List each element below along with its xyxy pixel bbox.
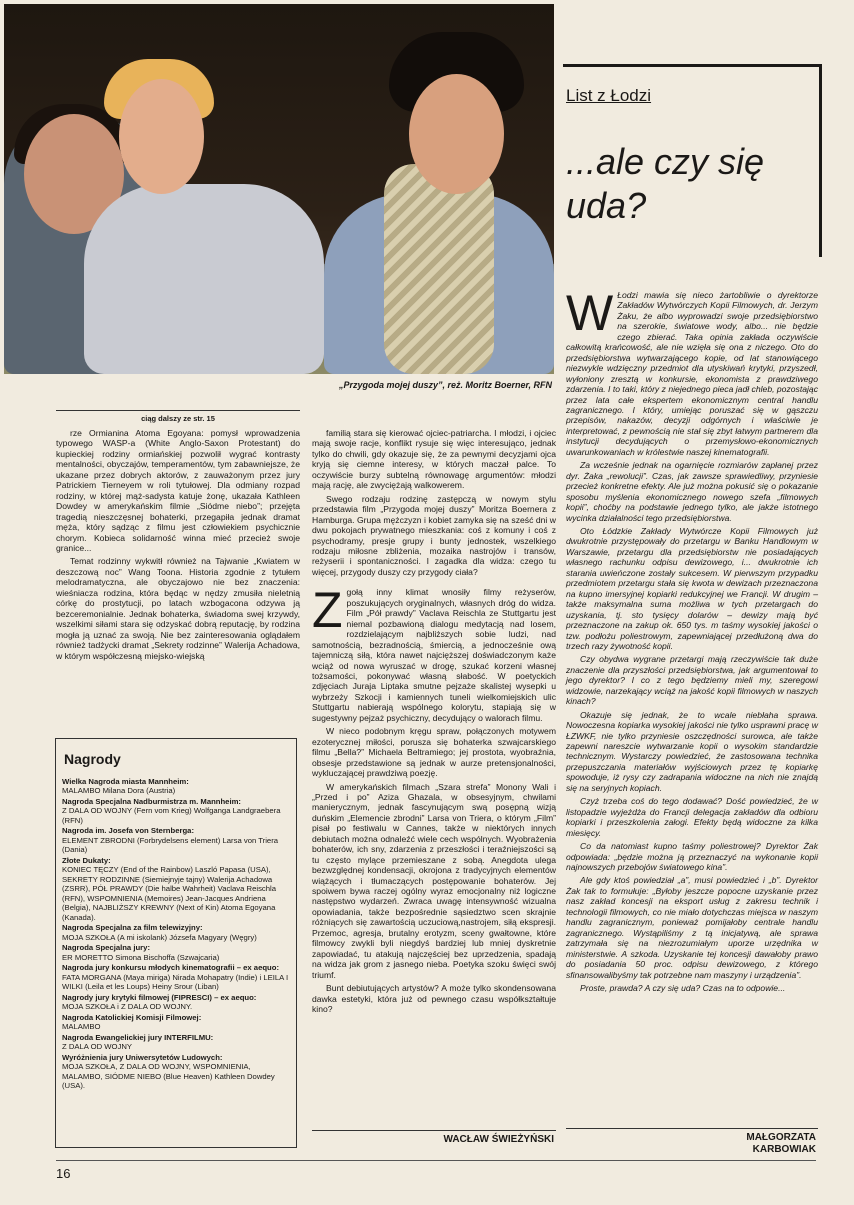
photo-person-right-face (409, 74, 504, 194)
paragraph: Oto Łódzkie Zakłady Wytwórcze Kopii Filmowych już dwukrotnie przystępowały do przetargu w Banku Handlowym w Warszawie, przetargu dla przedsiębiorstw nie posiadających własnego rachunku odpisu dewizowego, i... dwukrotnie ich starania uwieńczone zostały sukcesem. W pierwszym przypadku przedmiotem przetargu stała się kwota w dewizach przeznaczona na kupno imersyjnej kopiarki redukcyjnej we Francji. W drugim – także maksymalna suma możliwa w tych przetargach do uzyskania, tj. sto tysięcy dolarów – dewizy mają być przeznaczone na zakup ok. 650 tys. m taśmy wysokiej jakości o tzw. podłożu poliestrowym, zapewniającej przedłużoną dwa do trzech razy żywotność kopii. (566, 525, 818, 651)
award-text: Z DALA OD WOJNY (62, 1042, 133, 1051)
award-name: Nagroda im. Josefa von Sternberga: (62, 826, 195, 835)
article-column-3 (566, 285, 818, 996)
headline: ...ale czy się uda? (566, 141, 765, 226)
paragraph: rze Ormianina Atoma Egoyana: pomysł wprowadzenia typowego WASP-a (White Anglo-Saxon Protestant) do kupieckiej rodziny ormiańskiej pozwolił wygrać kontrasty mentalności, obyczajów, temperamentów, tym zabawniejsze, że ukazane przez dobrych aktorów, z zauważonym przez jury Patrickiem Tierneyem w roli tytułowej. Dla odmiany rozpad rodziny, w której mąż-sadysta katuje żonę, ukazała Kathleen Dowdey w amerykańskim filmie „Siódme niebo”; przejęta tragedią nieszczęsnej bohaterki, przegapiła jednak dramat męża, który sądząc z filmu jest człowiekiem psychicznie chorym. Kobieca solidarność winna mieć przecież swoje granice... (56, 428, 300, 553)
award-name: Nagroda Specjalna jury: (62, 943, 151, 952)
award-name: Nagroda Specjalna za film telewizyjny: (62, 923, 203, 932)
author-signature: MAŁGORZATA KARBOWIAK (746, 1132, 816, 1155)
award-name: Nagroda Ewangelickiej jury INTERFILMU: (62, 1032, 214, 1042)
award-name: Nagroda jury konkursu młodych kinematografii – ex aequo: (62, 963, 280, 972)
award-name: Wyróżnienia jury Uniwersytetów Ludowych: (62, 1052, 223, 1062)
paragraph: W amerykańskich filmach „Szara strefa” Monony Wali i „Przed i po” Aziza Ghazala, w obsesyjnym, chwilami manierycznym, jednak fascynującym swą posępną wizją duńskim „Elemencie zbrodni” Larsa von Triera, o którym „Film” pisał po festiwalu w Cannes, także w niektórych innych debiutach można odnaleźć wiele cech wspólnych. Wyobrażenia bohaterów, ich sny, zdarzenia z przeszłości i teraźniejszości są tu często mylące przemieszane z sobą. Anegdota ulega bezwzględnej kondensacji, okrojona z tradycyjnych elementów wiążących i tłumaczących postępowanie bohaterów. Jej spoiwem bywa raczej ogólny wyraz emocjonalny niż logiczne następstwo wydarzeń. Zwraca uwagę intensywność wizualna opowiadania, także bezpośrednie sąsiedztwo scen skrajnie różniących się zawartością uczuciową,nastrojem, siłą ekspresji. Przemoc, agresja, brutalny erotyzm, sceny gwałtowne, które filmowcy zwykli byli niegdyś bardziej lub mniej dyskretnie zapowiadać, tu atakują najczęściej bez uprzedzenia, spadają na widza jak grom z jasnego nieba. Poetyka szoku święci swój triumf. (312, 781, 556, 980)
award-item (62, 856, 290, 923)
award-name: Nagrody jury krytyki filmowej (FIPRESCI) – ex aequo: (62, 992, 257, 1002)
paragraph-text: Łodzi mawia się nieco żartobliwie o dyrektorze Zakładów Wytwórczych Kopii Filmowych, dr. Jerzym Żaku, że albo wyprowadzi swoje przedsiębiorstwo na szerokie, światowe wody, albo... nie będzie czego zbierać. Taka opinia zakłada oczywiście całkowitą krańcowość, ale nie wzięła się ona z niczego. Oto do przedsiębiorstwa wytwarzającego kopie, od lat stanowiącego niezwykle wdzięczny przedmiot dla utyskiwań krytyki, przyszedł, wyłoniony zresztą w konkursie, ekonomista z prawdziwego zdarzenia. I to taki, który z niejednego pieca jadł chleb, pozostając przez lata całe ekspertem ekonomicznym central handlu zagranicznego. I który, umiejąc poruszać się w gąszczu przepisów, nakazów, decyzji odgórnych i właściwie je interpretować, z pewnością nie stał się zbyt łatwym partnerem dla instytucji decydujących o przemysłowo-ekonomicznych uwarunkowaniach w królestwie naszej kinematografii. (566, 290, 818, 457)
award-item (62, 777, 290, 796)
signature-rule (312, 1130, 556, 1131)
paragraph: Proste, prawda? A czy się uda? Czas na to odpowie... (580, 983, 786, 993)
award-item (62, 993, 290, 1012)
award-text: ELEMENT ZBRODNI (Forbrydelsens element) Larsa von Triera (Dania) (62, 835, 279, 854)
photo-person-center-body (84, 184, 324, 374)
award-item (62, 826, 290, 855)
award-item (62, 963, 290, 992)
paragraph: Temat rodzinny wykwitł również na Tajwanie „Kwiatem w deszczową noc” Wang Toona. Historia zgodnie z tytułem melodramatyczna, ale obyczajowo nie bez znaczenia: wieśniacza rodzina, która będąc w nędzy zmusiła nieletnią córkę do prostytucji, po latach wzbogacona odzywa ją bezceremonialnie. Jednak bohaterka, świadoma swej krzywdy, wszelkimi siłami stara się odzyskać dobrą reputację, by rodzina mogła ją uznać za swoją. Nie bez zainteresowania oglądałem również tadżycki dramat „Sekrety rodzinne” Walerija Achadowa, w którym współczesną miejsko-wiejską (56, 556, 300, 661)
award-text: FATA MORGANA (Maya miriga) Nirada Mohapatry (Indie) i LEILA I WILKI (Leila et les Loups) Heiny Srour (Liban) (62, 972, 289, 991)
award-text: MALAMBO Milana Dora (Austria) (62, 786, 176, 795)
award-item (62, 1013, 290, 1032)
award-text: ER MORETTO Simona Bischoffa (Szwajcaria) (62, 952, 220, 962)
paragraph-with-dropcap (566, 285, 818, 457)
paragraph: W nieco podobnym kręgu spraw, połączonych motywem ezoterycznej miłości, porusza się bohaterka szwajcarskiego filmu „Bella?” Michaela Beltramiego; jej prostota, wyobraźnia, obsesje przedstawione są jednak w aurze pretensjonalności, wykluczającej prawdziwą poezję. (312, 726, 556, 779)
awards-box (55, 738, 297, 1148)
paragraph: Okazuje się jednak, że to wcale niebłaha sprawa. Nowoczesna kopiarka wysokiej jakości nie tylko usprawni pracę w ŁZWKF, nie tylko przyniesie oszczędności surowca, ale także zapewni nareszcie wytwarzanie kopii o wysokim standardzie technicznym. Wystarczy powiedzieć, że zastosowana technika przepuszczania materiałów wyjściowych przez tę kopiarkę spowoduje, iż rysy czy zadrapania widoczne na nich nie znajdą się na seryjnych kopiach. (566, 709, 818, 793)
article-column-2 (312, 428, 556, 1017)
page-number: 16 (56, 1166, 71, 1181)
photo-caption: „Przygoda mojej duszy”, reż. Moritz Boerner, RFN (338, 380, 552, 390)
award-name: Wielka Nagroda miasta Mannheim: (62, 776, 189, 786)
award-item (62, 943, 290, 962)
paragraph: Swego rodzaju rodzinę zastępczą w nowym stylu przedstawia film „Przygoda mojej duszy” Moritza Boernera z Hamburga. Grupa mężczyzn i kobiet zamyka się na sześć dni w dwu pokojach prywatnego mieszkania: coś z komuny i coś z psychodramy, presje grupy i bunty jednostek, wszelkiego rodzaju miłosne zbliżenia, mozaika nastrojów i transów, reżyserii i spontaniczności. I zagadka dla widza: czego tu więcej, przygody duszy czy przygody ciała? (312, 493, 556, 577)
author-signature: WACŁAW ŚWIEŻYŃSKI (443, 1134, 554, 1145)
award-item (62, 1033, 290, 1052)
award-item (62, 797, 290, 826)
award-text: MALAMBO (62, 1022, 101, 1031)
signature-rule (566, 1128, 818, 1129)
article-column-1 (56, 428, 300, 664)
photo-striped-scarf (384, 164, 494, 374)
award-text: MOJA SZKOŁA (A mi iskolank) Józsefa Magyary (Węgry) (62, 932, 257, 942)
paragraph-text: gołą inny klimat wnosiły filmy reżyserów, poszukujących oryginalnych, własnych dróg do widza. Film „Pół prawdy” Vaclava Reischla ze Stuttgartu jest niemal pozbawioną dialogu medytacją nad losem, rozdzielającym najbliższych sobie ludzi, nad samotnością, bezradnością, śmiercią, a jednocześnie ową tajemniczą siłą, która nawet najcięższej doświadczonym każe wciąż od nowa wyruszać w drogę, szukać korzeni własnej tożsamości, pokonywać własną słabość. W poetyckich zdjęciach Juraja Liptaka smutne pejzaże skalistej wysepki u wybrzeży Szkocji i kamiennych tuneli wielkomiejskich ulic Stuttgartu nabierają wspólnego kolorytu, stapiają się w sugestywny pejzaż psychiczny, decydujący o walorach filmu. (312, 587, 556, 723)
award-name: Nagroda Specjalna Nadburmistrza m. Mannheim: (62, 796, 241, 806)
dropcap: W (566, 285, 614, 341)
award-text: KONIEC TĘCZY (End of the Rainbow) Laszló Papasa (USA), SEKRETY RODZINNE (Siemiejnyje tajny) Walerija Achadowa (ZSRR), PÓŁ PRAWDY (Die halbe Wahrheit) Vaclava Reischla (RFN), WSPOMNIENIA (Memoires) Jean-Jacques Andriena (Belgia), NAJBLIŻSZY KREWNY (Next of Kin) Atoma Egoyana (Kanada). (62, 865, 277, 922)
paragraph: Co da natomiast kupno taśmy poliestrowej? Dyrektor Żak odpowiada: „będzie można ją przeznaczyć na wykonanie kopii najnowszych przebojów światowego kina”. (566, 841, 818, 873)
award-item (62, 1053, 290, 1091)
award-name: Złote Dukaty: (62, 855, 111, 865)
column-title: List z Łodzi (566, 86, 652, 105)
paragraph: Bunt debiutujących artystów? A może tylko skondensowana dawka estetyki, która już od pewnego czasu współkształtuje kino? (312, 983, 556, 1015)
continued-note: ciąg dalszy ze str. 15 (56, 410, 300, 423)
awards-heading: Nagrody (64, 751, 121, 767)
paragraph: Czyż trzeba coś do tego dodawać? Dość powiedzieć, że w listopadzie wyjeżdża do Francji delegacja zakładów dla odbioru kopiarki i przeszkolenia załogi. Efekty będą widoczne za kilka miesięcy. (566, 796, 818, 838)
photo-person-center-face (119, 79, 204, 194)
paragraph: Czy obydwa wygrane przetargi mają rzeczywiście tak duże znaczenie dla przyszłości przedsiębiorstwa, jak argumentował to jego dyrektor? I co z tego będziemy mieli my, szeregowi widzowie, narzekający wciąż na jakość kopii filmowych w naszych kinach? (566, 654, 818, 707)
paragraph: Za wcześnie jednak na ogarnięcie rozmiarów zapłanej przez dyr. Żaka „rewolucji”. Czas, jak zawsze sprawiedliwy, przyniesie przecież konkretne efekty. Ale już można pokusić się o pokazanie sposobu myślenia ekonomicznego nowego szefa „filmowych kopii”, choćby na podstawie jednego tylko, ale jakże istotnego wycinka działalności tego przedsiębiorstwa. (566, 460, 818, 523)
paragraph-with-dropcap (312, 582, 556, 723)
award-item (62, 923, 290, 942)
paragraph: Ale gdy ktoś powiedział „a”, musi powiedzieć i „b”. Dyrektor Żak tak to formułuje: „Byłoby jeszcze popocne uzyskanie przez nasz zakład koncesji na eksport usług z zakresu technik i technologii filmowych, co nie miało dotychczas miejsca w naszym handlu zagranicznym, ponieważ pomijałoby centrale handlu zagranicznego. Wystąpiliśmy z tą inicjatywą, ale sprawa zatrzymała się na niezrozumiałym uporze urzędnika w ministerstwie. A szkoda. Uzyskanie tej koncesji dawałoby prawo do posiadania 50 proc. odpisu dewizowego, z którego sfinansowalibyśmy tak potrzebne nam maszyny i urządzenia”. (566, 875, 818, 980)
award-text: MOJA SZKOŁA, Z DALA OD WOJNY, WSPOMNIENIA, MALAMBO, SIÓDME NIEBO (Blue Heaven) Kathleen Dowdey (USA). (62, 1062, 275, 1090)
paragraph: familią stara się kierować ojciec-patriarcha. I młodzi, i ojciec mają swoje racje, konflikt rysuje się więc interesująco, jednak tylko do chwili, gdy okazuje się, że za pewnymi decyzjami ojca kryją się ciemne interesy, w których maczał palce. To oczywiście burzy subtelną równowagę argumentów: młodzi mają rację, ale zwyciężają walkowerem. (312, 428, 556, 491)
award-text: MOJA SZKOŁA i Z DALA OD WOJNY. (62, 1002, 193, 1011)
film-still-photo (4, 4, 554, 374)
dropcap: Z (312, 582, 343, 639)
award-name: Nagroda Katolickiej Komisji Filmowej: (62, 1012, 202, 1022)
award-text: Z DALA OD WOJNY (Fern vom Krieg) Wolfganga Landgraebera (RFN) (62, 806, 281, 825)
footer-rule (56, 1160, 816, 1161)
